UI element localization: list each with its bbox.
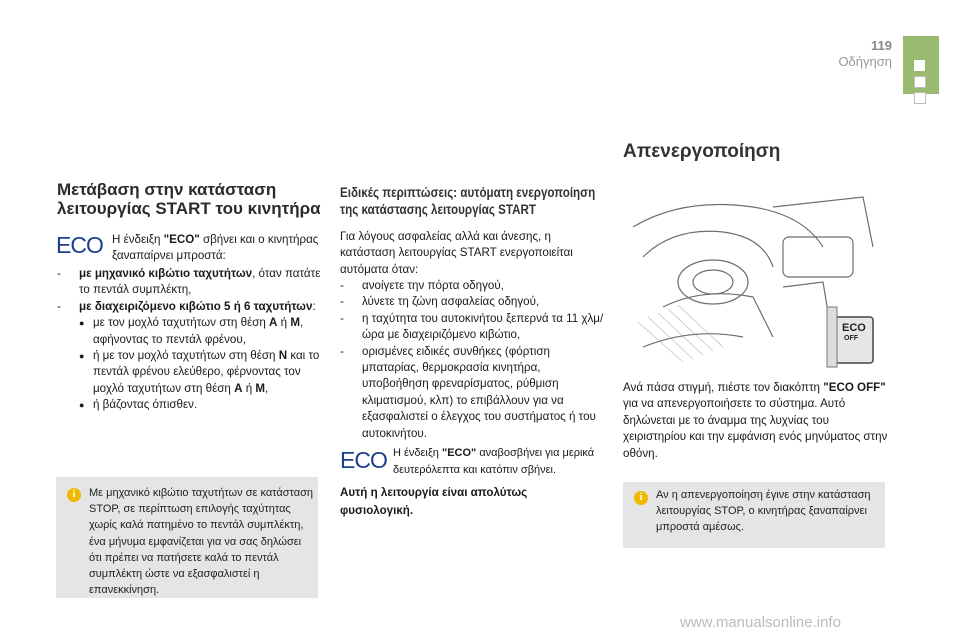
- eco-off-description: Η ένδειξη "ECO" σβήνει και ο κινητήρας ξαναπαίρνει μπροστά:: [112, 233, 319, 263]
- normal-operation-note: Αυτή η λειτουργία είναι απολύτως φυσιολογική.: [340, 486, 528, 517]
- tab-square-icon: [914, 76, 926, 88]
- list-item: ● ή βάζοντας όπισθεν.: [79, 397, 325, 413]
- deactivation-description: Ανά πάσα στιγμή, πιέστε τον διακόπτη "ECO OFF" για να απενεργοποιήσετε το σύστημα. Αυτό δηλώνεται με το άναμμα της λυχνίας του χειριστηρίου και την εμφάνιση ενός μηνύματος στην οθόνη.: [623, 381, 888, 460]
- auto-start-conditions-list: [340, 278, 606, 442]
- chapter-tab-marker-icon: [914, 60, 925, 71]
- eco-indicator-icon: ECO: [340, 447, 387, 473]
- section-title-start: Μετάβαση στην κατάσταση λειτουργίας START του κινητήρα: [57, 180, 321, 218]
- info-box-manual-gearbox: [56, 477, 318, 598]
- info-icon: i: [67, 488, 81, 502]
- info-box-stop-mode: [623, 482, 885, 548]
- page-number: 119: [871, 38, 892, 53]
- dashboard-drawing: [623, 187, 885, 375]
- list-item: - ορισμένες ειδικές συνθήκες (φόρτιση μπαταρίας, θερμοκρασία κινητήρα, υποβοήθηση φρεναρίσματος, ρύθμιση κλιματισμού, κλπ) το επιβάλλουν για να εξασφαλιστεί ο έλεγχος του συστήματος ή του αυτοκινήτου.: [340, 344, 606, 442]
- eco-indicator-icon: ECO: [56, 232, 103, 258]
- eco-off-switch-sublabel: OFF: [844, 335, 858, 342]
- restart-conditions-list: [57, 266, 325, 414]
- sub-list: [79, 315, 325, 413]
- section-title-deactivation: Απενεργοποίηση: [623, 141, 781, 162]
- list-item: - με μηχανικό κιβώτιο ταχυτήτων, όταν πατάτε το πεντάλ συμπλέκτη,: [57, 266, 325, 299]
- list-item: - με διαχειριζόμενο κιβώτιο 5 ή 6 ταχυτήτων: ● με τον μοχλό ταχυτήτων στη θέση A ή M, αφήνοντας το πεντάλ φρένου, ● ή με τον μοχλό ταχυτήτων στη θέση N και το πεντάλ φρένου ελεύθερο, φέρνοντας τον μοχλό ταχυτήτων στη θέση A ή M, ● ή βάζοντας όπισθεν.: [57, 299, 325, 414]
- tab-square-icon: [914, 92, 926, 104]
- info-icon: i: [634, 491, 648, 505]
- eco-off-switch-label: ECO: [842, 322, 866, 334]
- dashboard-panel-illustration: [623, 187, 885, 375]
- list-item: ● με τον μοχλό ταχυτήτων στη θέση A ή M, αφήνοντας το πεντάλ φρένου,: [79, 315, 325, 348]
- list-item: - η ταχύτητα του αυτοκινήτου ξεπερνά τα 11 χλμ/ώρα με διαχειριζόμενο κιβώτιο,: [340, 311, 606, 344]
- list-item: ● ή με τον μοχλό ταχυτήτων στη θέση N και το πεντάλ φρένου ελεύθερο, φέρνοντας τον μοχλό ταχυτήτων στη θέση A ή M,: [79, 348, 325, 397]
- section-title-special-cases: Ειδικές περιπτώσεις: αυτόματη ενεργοποίηση της κατάστασης λειτουργίας START: [340, 185, 596, 217]
- special-cases-intro: Για λόγους ασφαλείας αλλά και άνεσης, η κατάσταση λειτουργίας START ενεργοποιείται αυτόματα όταν:: [340, 230, 573, 276]
- list-item: - λύνετε τη ζώνη ασφαλείας οδηγού,: [340, 294, 606, 310]
- section-name: Οδήγηση: [838, 54, 892, 69]
- info-text: Με μηχανικό κιβώτιο ταχυτήτων σε κατάσταση STOP, σε περίπτωση επιλογής ταχύτητας χωρίς καλά πατημένο το πεντάλ συμπλέκτη, ένα μήνυμα εμφανίζεται για να σας δηλώσει ότι πρέπει να πατήσετε καλά το πεντάλ συμπλέκτη ώστε να εξασφαλιστεί η επανεκκίνηση.: [89, 487, 313, 597]
- watermark: www.manualsonline.info: [680, 614, 841, 631]
- info-text: Αν η απενεργοποίηση έγινε στην κατάσταση λειτουργίας STOP, ο κινητήρας ξαναπαίρνει μπροστά αμέσως.: [656, 489, 871, 534]
- eco-blink-description: Η ένδειξη "ECO" αναβοσβήνει για μερικά δευτερόλεπτα και κατόπιν σβήνει.: [393, 447, 595, 476]
- list-item: - ανοίγετε την πόρτα οδηγού,: [340, 278, 606, 294]
